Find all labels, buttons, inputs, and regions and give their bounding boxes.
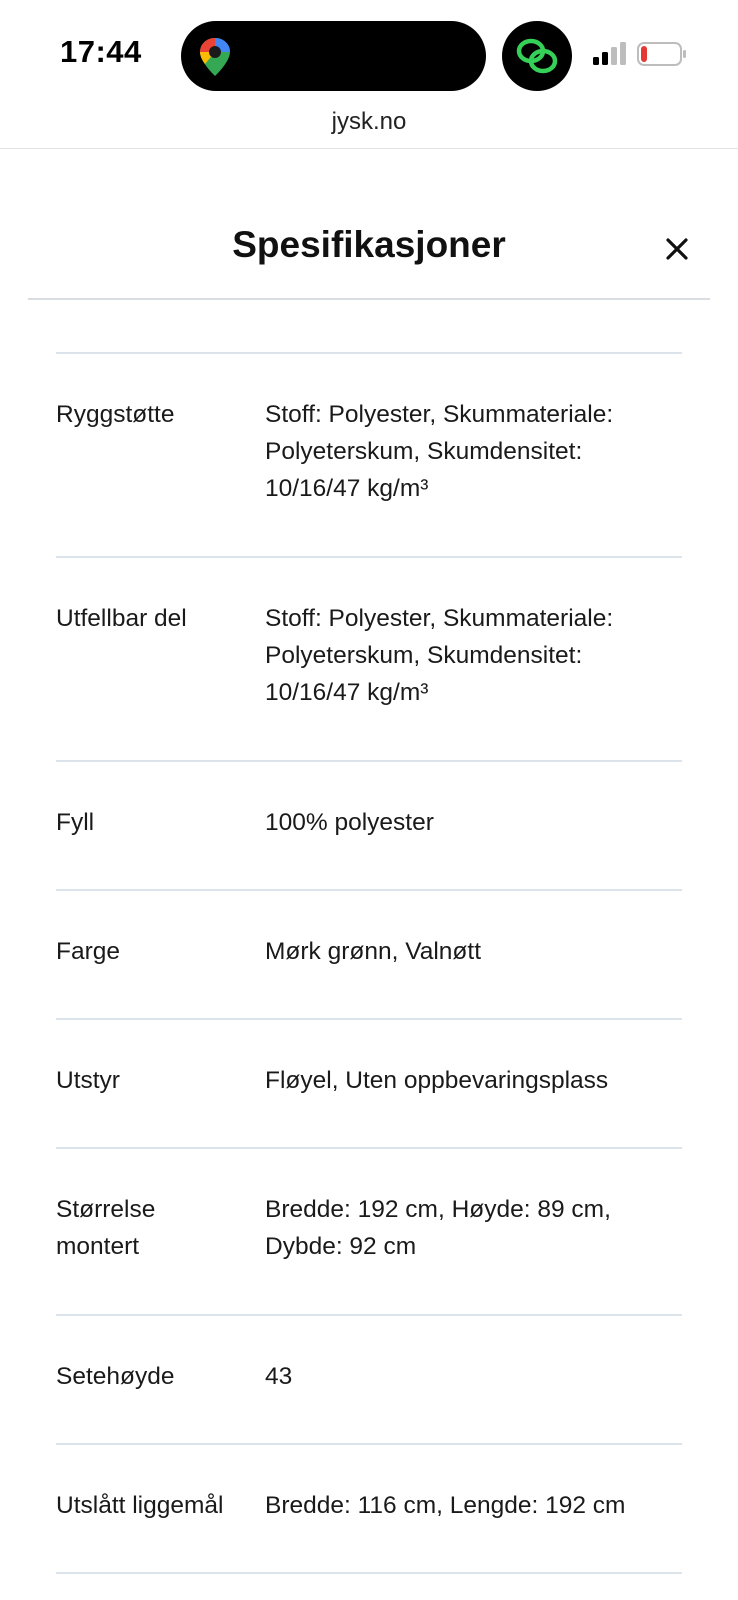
battery-low-icon [637, 42, 687, 66]
spec-label: Størrelse montert [56, 1196, 156, 1260]
spec-row-ryggstotte [56, 352, 682, 556]
spec-list-end-divider [56, 1572, 682, 1574]
spec-value: Bredde: 192 cm, Høyde: 89 cm, Dybde: 92 cm [265, 1196, 611, 1260]
spec-label: Utfellbar del [56, 605, 187, 632]
spec-label: Setehøyde [56, 1363, 175, 1390]
spec-value: 100% polyester [265, 809, 434, 836]
cellular-signal-icon [592, 42, 628, 66]
spec-row-utstyr [56, 1018, 682, 1147]
specifications-list [56, 352, 682, 1574]
spec-row-utfellbar-del [56, 556, 682, 760]
close-icon [666, 238, 688, 260]
spec-row-setehoyde [56, 1314, 682, 1443]
spec-value: Mørk grønn, Valnøtt [265, 938, 482, 965]
close-button[interactable] [660, 232, 694, 266]
spec-row-utslatt-liggemal [56, 1443, 682, 1572]
status-time: 17:44 [60, 34, 142, 69]
spec-label: Fyll [56, 809, 95, 836]
browser-divider [0, 148, 738, 149]
spec-label: Utstyr [56, 1067, 120, 1094]
spec-row-farge [56, 889, 682, 1018]
spec-value: Fløyel, Uten oppbevaringsplass [265, 1067, 609, 1094]
google-maps-icon[interactable] [197, 36, 233, 78]
browser-url[interactable]: jysk.no [331, 108, 407, 135]
spec-label: Farge [56, 938, 121, 965]
spec-value: Stoff: Polyester, Skummateriale: Polyeterskum, Skumdensitet: 10/16/47 kg/m³ [265, 605, 614, 706]
link-chat-icon [514, 33, 560, 79]
spec-row-fyll [56, 760, 682, 889]
spec-row-storrelse-montert [56, 1147, 682, 1314]
spec-label: Ryggstøtte [56, 401, 175, 428]
modal-title: Spesifikasjoner [232, 224, 506, 265]
header-divider [28, 298, 710, 300]
spec-label: Utslått liggemål [56, 1492, 224, 1519]
spec-value: Stoff: Polyester, Skummateriale: Polyeterskum, Skumdensitet: 10/16/47 kg/m³ [265, 401, 614, 502]
spec-value: 43 [265, 1363, 293, 1390]
status-bar [0, 0, 738, 108]
spec-value: Bredde: 116 cm, Lengde: 192 cm [265, 1492, 626, 1519]
